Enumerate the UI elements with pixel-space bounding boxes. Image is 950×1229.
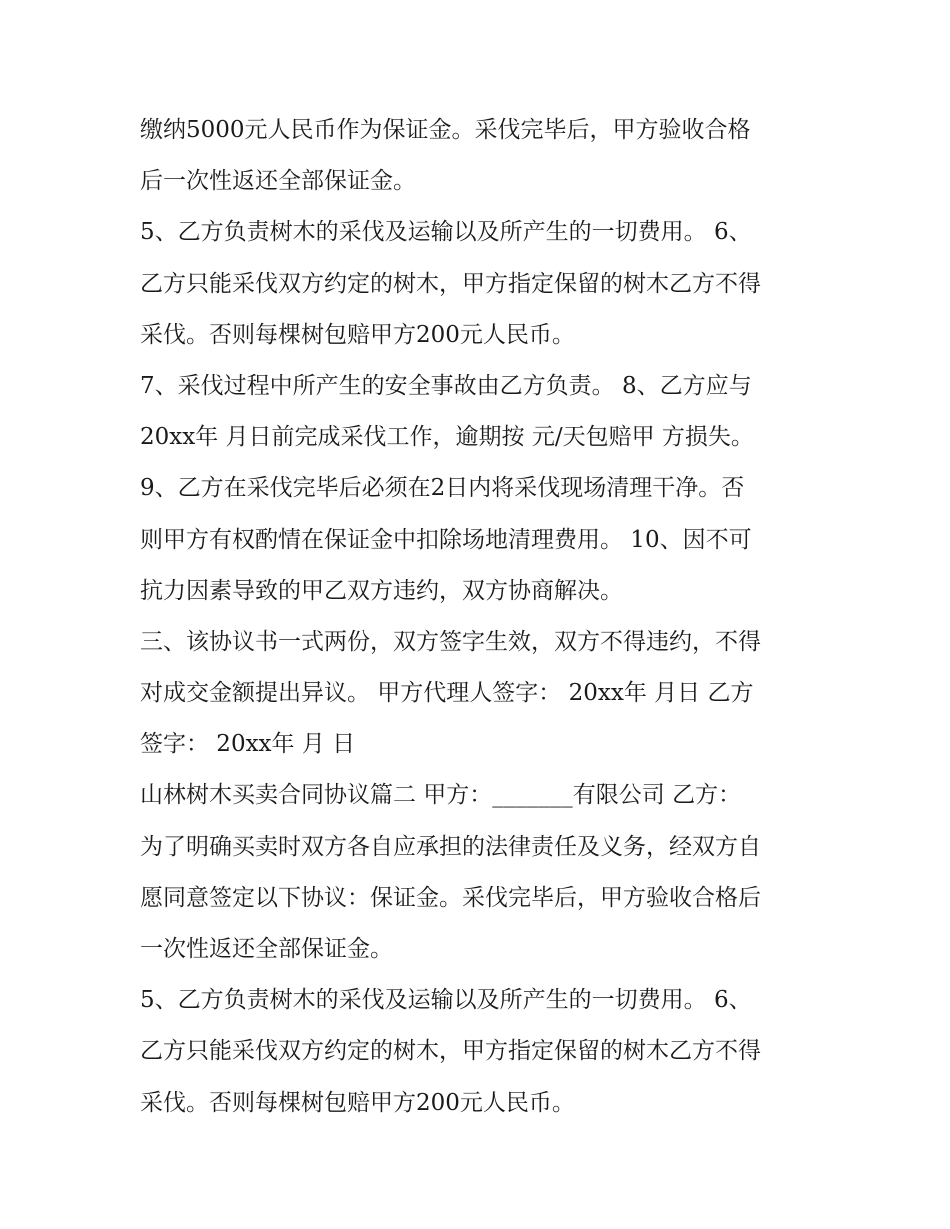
text-line: 9、乙方在采伐完毕后必须在2日内将采伐现场清理干净。否 [140, 475, 745, 502]
text-line: 一次性返还全部保证金。 [140, 936, 393, 962]
text-line: 5、乙方负责树木的采伐及运输以及所产生的一切费用。 6、 [140, 219, 752, 246]
text-line: 7、采伐过程中所产生的安全事故由乙方负责。 8、乙方应与 [140, 372, 752, 399]
text-line: 采伐。否则每棵树包赔甲方200元人民币。 [140, 1089, 575, 1116]
text-line: 山林树木买卖合同协议篇二 甲方：_______有限公司 乙方： [140, 782, 742, 809]
text-line: 乙方只能采伐双方约定的树木，甲方指定保留的树木乙方不得 [140, 270, 761, 297]
text-line: 三、该协议书一式两份，双方签字生效，双方不得违约，不得 [140, 628, 761, 655]
text-line: 20xx年 月日前完成采伐工作，逾期按 元/天包赔甲 方损失。 [140, 424, 754, 451]
document-body [140, 110, 820, 1134]
text-line: 为了明确买卖时双方各自应承担的法律责任及义务，经双方自 [140, 833, 761, 860]
text-line: 对成交金额提出异议。 甲方代理人签字： 20xx年 月日 乙方 [140, 680, 754, 707]
text-line: 5、乙方负责树木的采伐及运输以及所产生的一切费用。 6、 [140, 987, 752, 1014]
text-line: 愿同意签定以下协议：保证金。采伐完毕后，甲方验收合格后 [140, 884, 761, 911]
text-line: 签字： 20xx年 月 日 [140, 731, 356, 758]
text-line: 后一次性返还全部保证金。 [140, 168, 416, 195]
text-line: 则甲方有权酌情在保证金中扣除场地清理费用。 10、因不可 [140, 526, 752, 553]
text-line: 抗力因素导致的甲乙双方违约，双方协商解决。 [140, 577, 623, 604]
text-line: 缴纳5000元人民币作为保证金。采伐完毕后，甲方验收合格 [140, 117, 751, 143]
text-line: 采伐。否则每棵树包赔甲方200元人民币。 [140, 321, 575, 348]
text-line: 乙方只能采伐双方约定的树木，甲方指定保留的树木乙方不得 [140, 1038, 761, 1065]
